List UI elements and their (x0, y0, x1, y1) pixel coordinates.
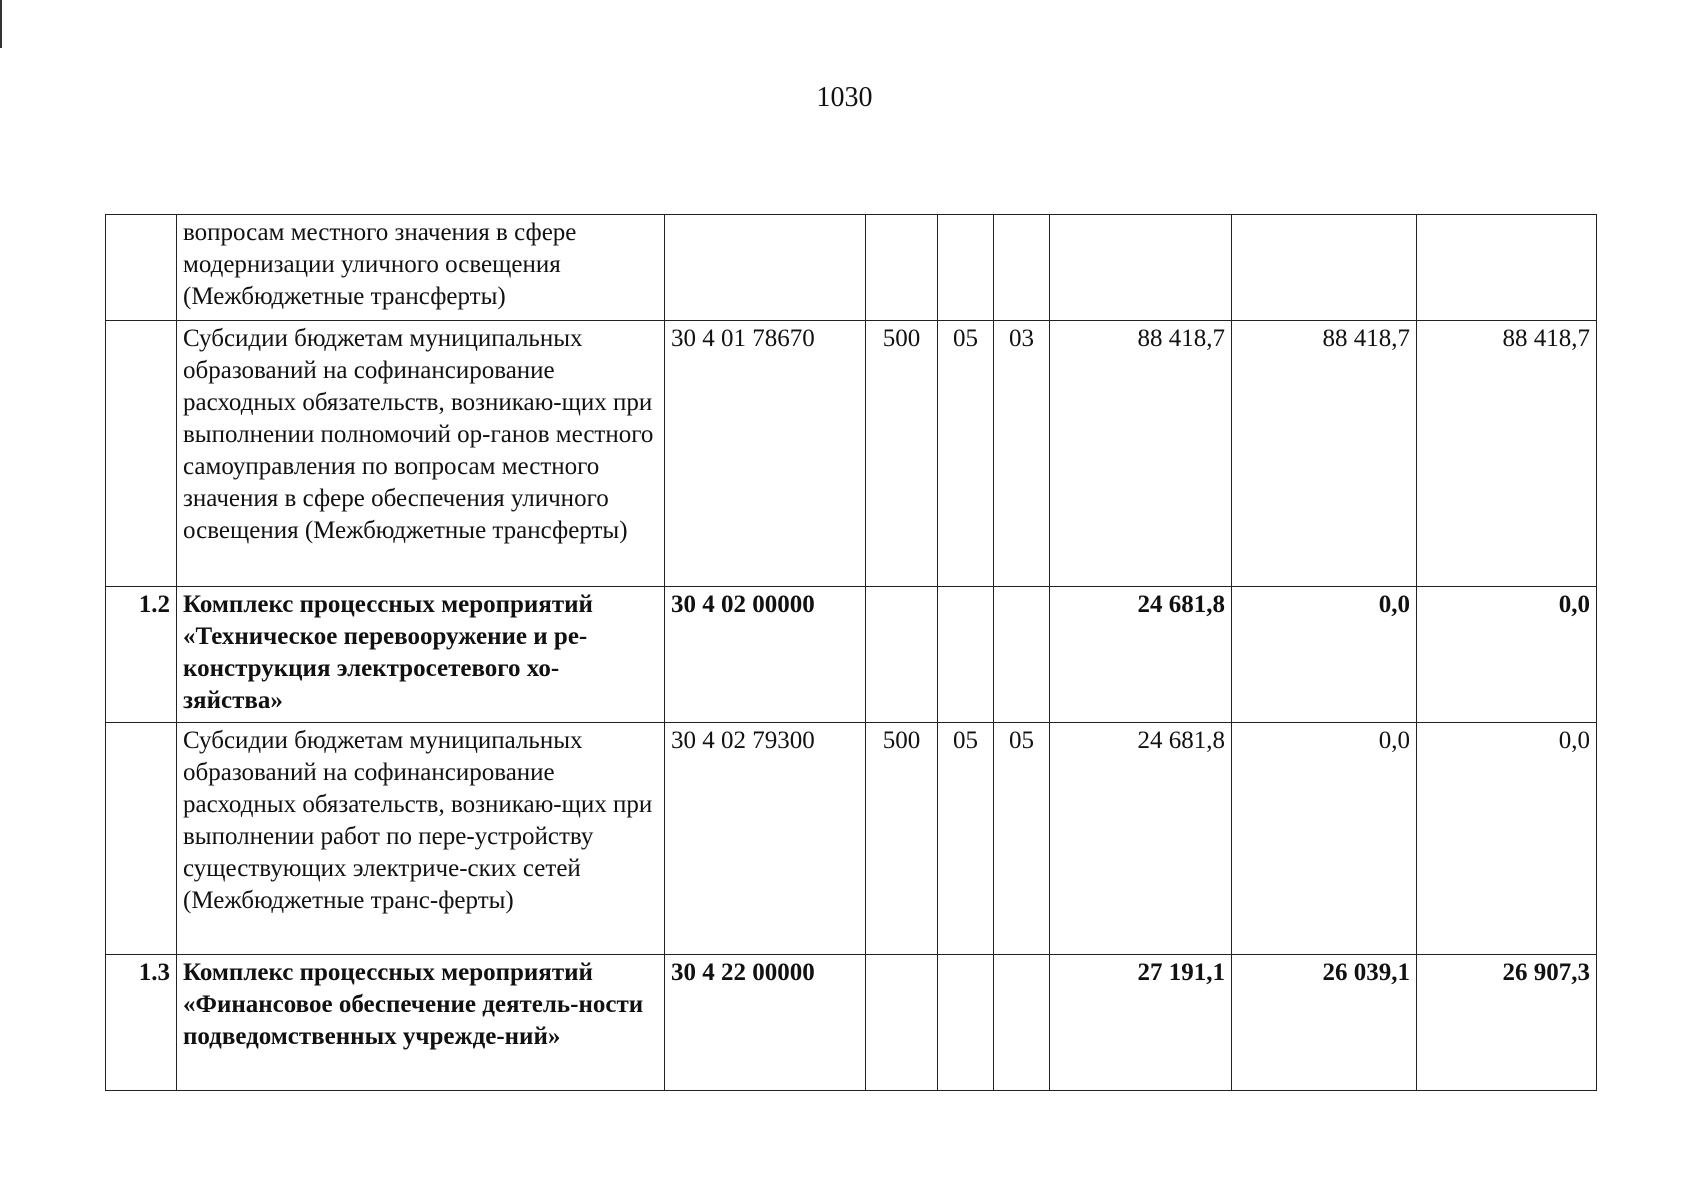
row-rz: 05 (938, 723, 994, 955)
row-year2: 88 418,7 (1232, 321, 1417, 587)
row-pr (994, 955, 1050, 1091)
row-rz (938, 215, 994, 321)
row-year3 (1417, 215, 1597, 321)
row-year3: 26 907,3 (1417, 955, 1597, 1091)
row-vr (866, 587, 938, 723)
row-year3: 0,0 (1417, 723, 1597, 955)
row-code: 30 4 02 00000 (665, 587, 866, 723)
row-vr: 500 (866, 321, 938, 587)
budget-table (105, 214, 1597, 1091)
row-year1: 24 681,8 (1050, 723, 1232, 955)
row-name: вопросам местного значения в сфере модернизации уличного освещения (Межбюджетные трансферты) (177, 215, 665, 321)
row-year2 (1232, 215, 1417, 321)
row-rz (938, 955, 994, 1091)
row-index: 1.2 (106, 587, 177, 723)
row-index: 1.3 (106, 955, 177, 1091)
row-rz (938, 587, 994, 723)
row-code: 30 4 22 00000 (665, 955, 866, 1091)
row-year1: 88 418,7 (1050, 321, 1232, 587)
row-name: Субсидии бюджетам муниципальных образований на софинансирование расходных обязательств, возникаю-щих при выполнении работ по пере-устройству существующих электриче-ских сетей (Межбюджетные транс-ферты) (177, 723, 665, 955)
row-code: 30 4 02 79300 (665, 723, 866, 955)
table-row (106, 321, 1597, 587)
row-index (106, 321, 177, 587)
scan-edge-mark (0, 0, 2, 48)
row-year1: 24 681,8 (1050, 587, 1232, 723)
row-index (106, 723, 177, 955)
table-row (106, 723, 1597, 955)
row-year1: 27 191,1 (1050, 955, 1232, 1091)
row-rz: 05 (938, 321, 994, 587)
row-code: 30 4 01 78670 (665, 321, 866, 587)
table-row (106, 955, 1597, 1091)
table-row (106, 587, 1597, 723)
row-year2: 0,0 (1232, 723, 1417, 955)
row-year2: 0,0 (1232, 587, 1417, 723)
row-name: Комплекс процессных мероприятий «Финансовое обеспечение деятель-ности подведомственных учрежде-ний» (177, 955, 665, 1091)
row-index (106, 215, 177, 321)
row-year1 (1050, 215, 1232, 321)
row-pr (994, 215, 1050, 321)
row-pr (994, 587, 1050, 723)
row-vr (866, 215, 938, 321)
row-name: Субсидии бюджетам муниципальных образований на софинансирование расходных обязательств, возникаю-щих при выполнении полномочий ор-ганов местного самоуправления по вопросам местного значения в сфере обеспечения уличного освещения (Межбюджетные трансферты) (177, 321, 665, 587)
row-year3: 88 418,7 (1417, 321, 1597, 587)
row-code (665, 215, 866, 321)
row-name: Комплекс процессных мероприятий «Техническое перевооружение и ре-конструкция электросетевого хо-зяйства» (177, 587, 665, 723)
row-year2: 26 039,1 (1232, 955, 1417, 1091)
row-vr: 500 (866, 723, 938, 955)
row-year3: 0,0 (1417, 587, 1597, 723)
row-vr (866, 955, 938, 1091)
table-row (106, 215, 1597, 321)
row-pr: 05 (994, 723, 1050, 955)
page-number: 1030 (816, 82, 873, 113)
row-pr: 03 (994, 321, 1050, 587)
